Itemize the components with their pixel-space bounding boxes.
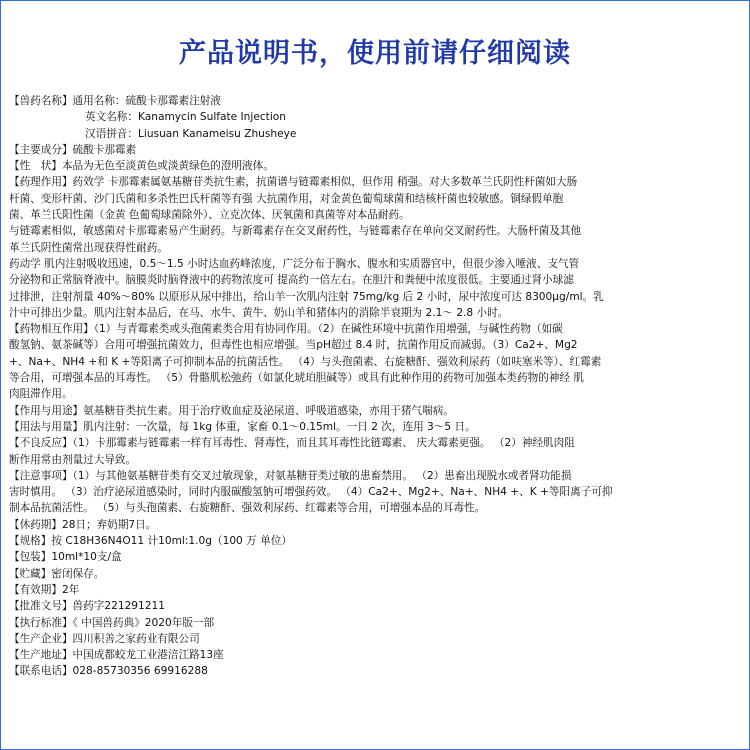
pinyin-name-line [9,126,739,142]
text-line: 断作用常由剂量过大导致。 [9,453,137,466]
text-line: 【有效期】2年 [9,583,80,596]
text-line: 肉阻滞作用。 [9,388,73,401]
text-line: 【不良反应】（1）卡那霉素与链霉素一样有耳毒性、肾毒性，而且其耳毒性比链霉素、 庆大霉素更强。 （2）神经肌肉阻 [9,437,575,450]
text-line: 杆菌、变形杆菌、沙门氏菌和多杀性巴氏杆菌等有强 大抗菌作用，对金黄色葡萄球菌和结核杆菌也较敏感。铜绿假单胞 [9,192,564,205]
text-line: 【包装】10ml*10支/盒 [9,551,122,564]
text-line: 药动学 肌内注射吸收迅速，0.5～1.5 小时达血药峰浓度，广泛分布于胸水、腹水和实质器官中，但很少渗入唾液、支气管 [9,257,580,270]
text-line: 【生产企业】四川积善之家药业有限公司 [9,632,200,645]
text-line: 【休药期】28日；弃奶期7日。 [9,518,157,531]
text-line: 【兽药名称】通用名称：硫酸卡那霉素注射液 [9,95,221,107]
text-line: 【性 状】本品为无色至淡黄色或淡黄绿色的澄明液体。 [9,160,274,173]
text-line: +、Na+、NH4 +和 K +等阳离子可抑制本品的抗菌活性。 （4）与头孢菌素、右旋糖酐、强效利尿药（如呋塞米等）、红霉素 [9,355,602,368]
text-line: 【联系电话】028-85730356 69916288 [9,665,208,678]
text-line: 过排泄，注射剂量 40%～80% 以原形从尿中排出，给山羊一次肌内注射 75mg/kg 后 2 小时，尿中浓度可达 8300μg/ml。乳 [9,290,604,303]
text-line: 酸氢钠、氨茶碱等）合用可增强抗菌效力，但毒性也相应增强。当pH超过 8.4 时，抗菌作用反而减弱。（3）Ca2+、Mg2 [9,339,578,352]
english-name-line [9,109,739,125]
text-line: 革兰氏阴性菌常出现获得性耐药。 [9,241,168,254]
english-name-value: Kanamycin Sulfate Injection [138,111,286,124]
english-name-label: 英文名称： [85,111,138,124]
text-line: 与链霉素相似，敏感菌对卡那霉素易产生耐药。与新霉素存在交叉耐药性，与链霉素存在单向交叉耐药性。大肠杆菌及其他 [9,225,582,238]
text-line: 【药物相互作用】（1）与青霉素类或头孢菌素类合用有协同作用。（2）在碱性环境中抗菌作用增强，与碱性药物（如碳 [9,323,563,336]
text-line: 【执行标准】《 中国兽药典》2020年版一部 [9,616,215,629]
page-title: 产品说明书，使用前请仔细阅读 [179,38,571,69]
text-line: 【主要成分】硫酸卡那霉素 [9,143,137,156]
text-line: 【药理作用】药效学 卡那霉素属氨基糖苷类抗生素，抗菌谱与链霉素相似，但作用 稍强。对大多数革兰氏阴性杆菌如大肠 [9,176,578,189]
instructions-body [9,93,739,680]
text-line: 【注意事项】（1）与其他氨基糖苷类有交叉过敏现象，对氨基糖苷类过敏的患畜禁用。 （2）患畜出现脱水或者肾功能损 [9,469,572,482]
pinyin-name-label: 汉语拼音： [85,127,138,140]
text-line: 【规格】按 C18H36N4O11 计10ml:1.0g（100 万 单位） [9,535,292,548]
text-line: 【生产地址】中国成都蛟龙工业港涪江路13座 [9,649,224,662]
text-line: 【用法与用量】肌内注射：一次量，每 1kg 体重，家畜 0.1～0.15ml。一日 2 次，连用 3～5 日。 [9,420,476,433]
text-line: 【作用与用途】氨基糖苷类抗生素。用于治疗败血症及泌尿道、呼吸道感染，亦用于猪气喘病。 [9,404,454,417]
text-line: 害时慎用。 （3）治疗泌尿道感染时，同时内服碳酸氢钠可增强药效。 （4）Ca2+、Mg2+、Na+、NH4 +、K +等阳离子可抑 [9,486,613,499]
text-line: 【贮藏】密闭保存。 [9,567,105,580]
text-line: 菌、革兰氏阳性菌（金黄 色葡萄球菌除外）、立克次体、厌氧菌和真菌等对本品耐药。 [9,209,410,222]
text-line: 【批准文号】兽药字221291211 [9,600,166,613]
text-line: 制本品抗菌活性。 （5）与头孢菌素、右旋糖酐、强效利尿药、红霉素等合用，可增强本品的耳毒性。 [9,502,486,515]
pinyin-name-value: Liusuan Kanameisu Zhusheye [138,127,297,140]
text-line: 等合用，可增强本品的耳毒性。 （5）骨骼肌松弛药（如氯化琥珀胆碱等）或具有此种作用的药物可加强本类药物的神经 肌 [9,372,584,385]
text-line: 分泌物和正常脑脊液中。脑膜炎时脑脊液中的药物浓度可 提高约一倍左右。在胆汁和粪便中浓度很低。主要通过肾小球滤 [9,274,574,287]
text-line: 汁中可排出少量。肌内注射本品后，在马、水牛、黄牛、奶山羊和猪体内的消除半衰期为 2.1～ 2.8 小时。 [9,306,509,319]
